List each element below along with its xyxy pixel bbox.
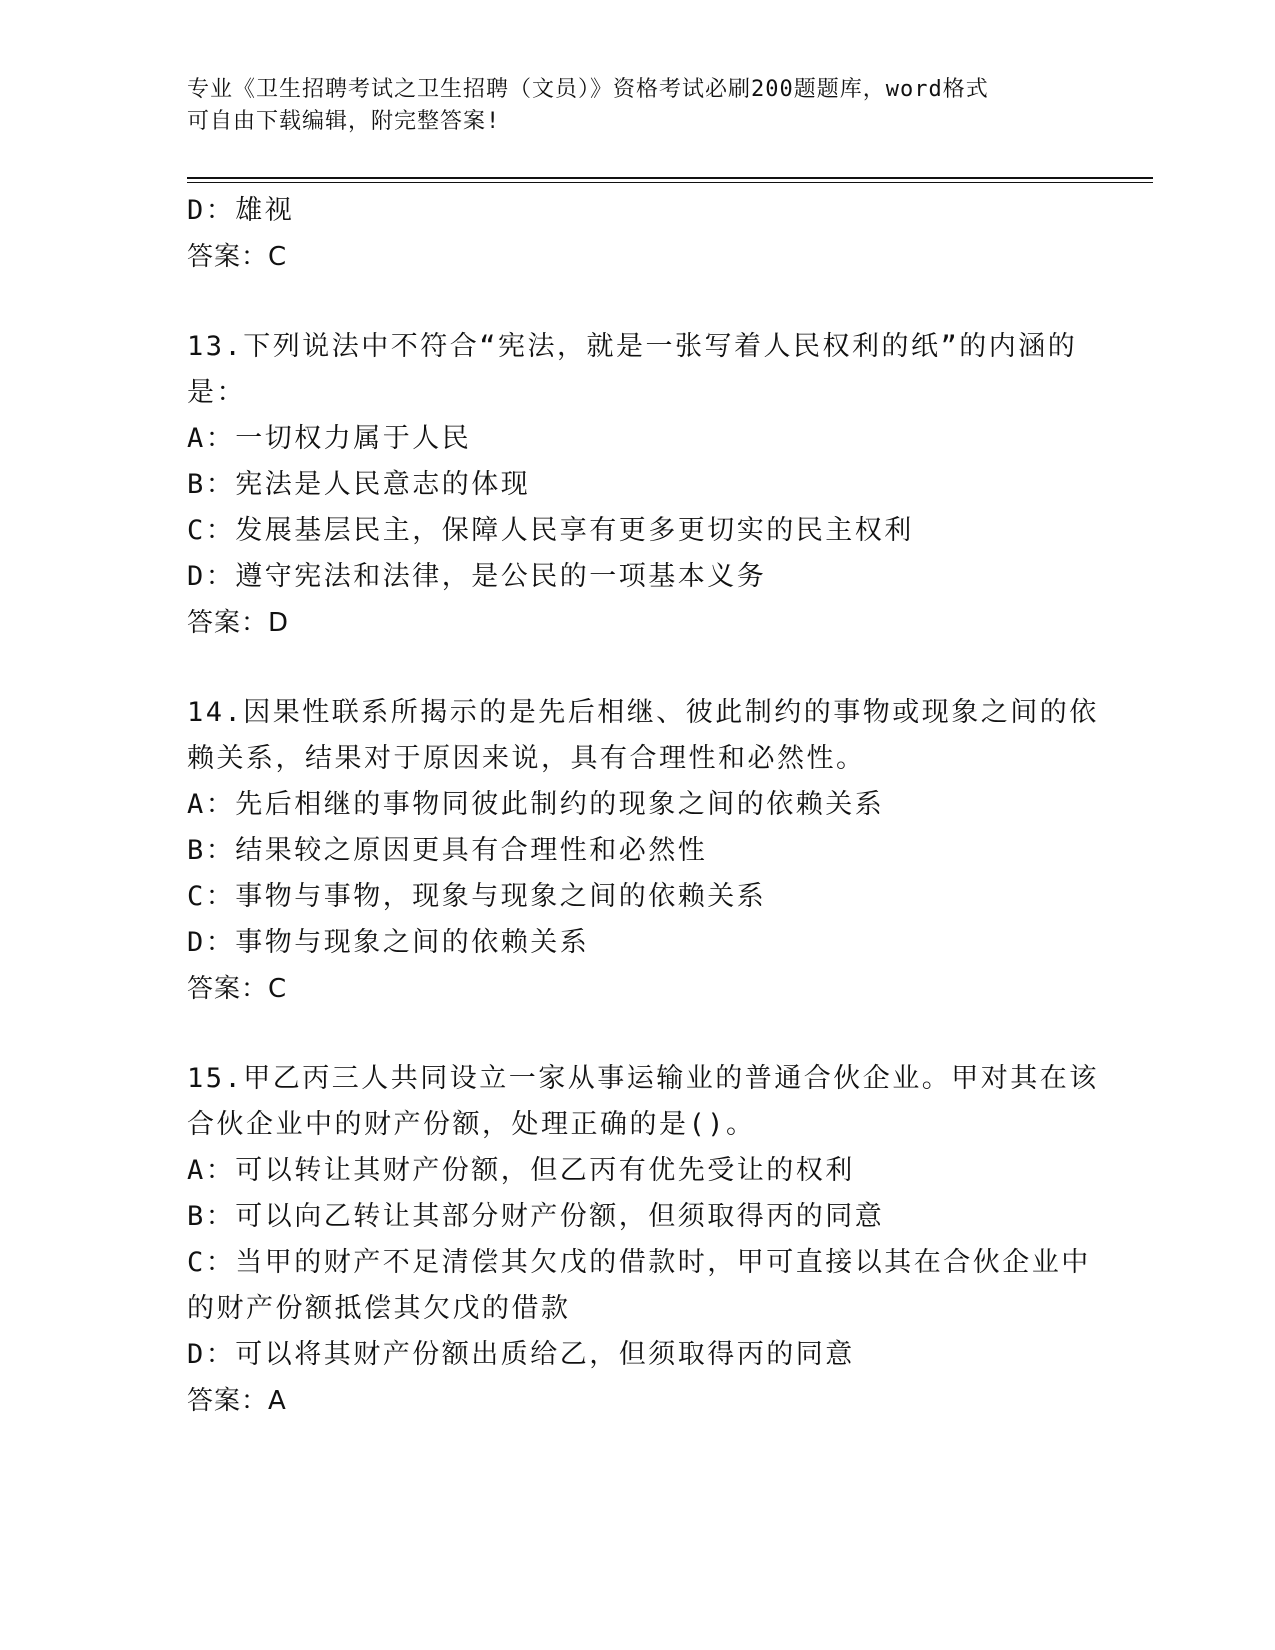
option-a: A：一切权力属于人民 bbox=[187, 423, 472, 454]
option-b: B：宪法是人民意志的体现 bbox=[187, 469, 531, 500]
option-b: B：结果较之原因更具有合理性和必然性 bbox=[187, 835, 708, 866]
option-c: C：发展基层民主，保障人民享有更多更切实的民主权利 bbox=[187, 515, 914, 546]
answer: 答案：C bbox=[187, 974, 288, 1004]
question-14 bbox=[187, 690, 1099, 1012]
question-15 bbox=[187, 1056, 1099, 1424]
option-c: C：当甲的财产不足清偿其欠戊的借款时，甲可直接以其在合伙企业中 bbox=[187, 1247, 1091, 1278]
question-stem: 14.因果性联系所揭示的是先后相继、彼此制约的事物或现象之间的依 bbox=[187, 697, 1099, 728]
document-body bbox=[187, 188, 1099, 1424]
question-stem-cont: 合伙企业中的财产份额，处理正确的是()。 bbox=[187, 1109, 756, 1140]
question-stem: 15.甲乙丙三人共同设立一家从事运输业的普通合伙企业。甲对其在该 bbox=[187, 1063, 1099, 1094]
question-stem: 13.下列说法中不符合“宪法，就是一张写着人民权利的纸”的内涵的 bbox=[187, 331, 1078, 362]
header-rule-thin bbox=[187, 182, 1153, 183]
prev-option-d: D：雄视 bbox=[187, 195, 295, 226]
document-header bbox=[187, 74, 1067, 138]
option-c: C：事物与事物，现象与现象之间的依赖关系 bbox=[187, 881, 767, 912]
header-rule-thick bbox=[187, 177, 1153, 179]
spacer bbox=[187, 280, 1077, 324]
prev-answer: 答案：C bbox=[187, 242, 288, 272]
header-line-2: 可自由下载编辑，附完整答案! bbox=[187, 109, 501, 134]
option-b: B：可以向乙转让其部分财产份额，但须取得丙的同意 bbox=[187, 1201, 885, 1232]
option-a: A：可以转让其财产份额，但乙丙有优先受让的权利 bbox=[187, 1155, 855, 1186]
option-d: D：事物与现象之间的依赖关系 bbox=[187, 927, 590, 958]
header-line-1: 专业《卫生招聘考试之卫生招聘（文员）》资格考试必刷200题题库，word格式 bbox=[187, 77, 989, 102]
question-stem-cont: 赖关系，结果对于原因来说，具有合理性和必然性。 bbox=[187, 743, 866, 774]
answer: 答案：D bbox=[187, 608, 290, 638]
option-c-cont: 的财产份额抵偿其欠戊的借款 bbox=[187, 1293, 571, 1324]
spacer bbox=[187, 1012, 1077, 1056]
question-13 bbox=[187, 324, 1077, 646]
option-a: A：先后相继的事物同彼此制约的现象之间的依赖关系 bbox=[187, 789, 885, 820]
question-stem-cont: 是： bbox=[187, 377, 246, 408]
option-d: D：遵守宪法和法律，是公民的一项基本义务 bbox=[187, 561, 767, 592]
option-d: D：可以将其财产份额出质给乙，但须取得丙的同意 bbox=[187, 1339, 855, 1370]
spacer bbox=[187, 646, 1077, 690]
answer: 答案：A bbox=[187, 1386, 287, 1416]
